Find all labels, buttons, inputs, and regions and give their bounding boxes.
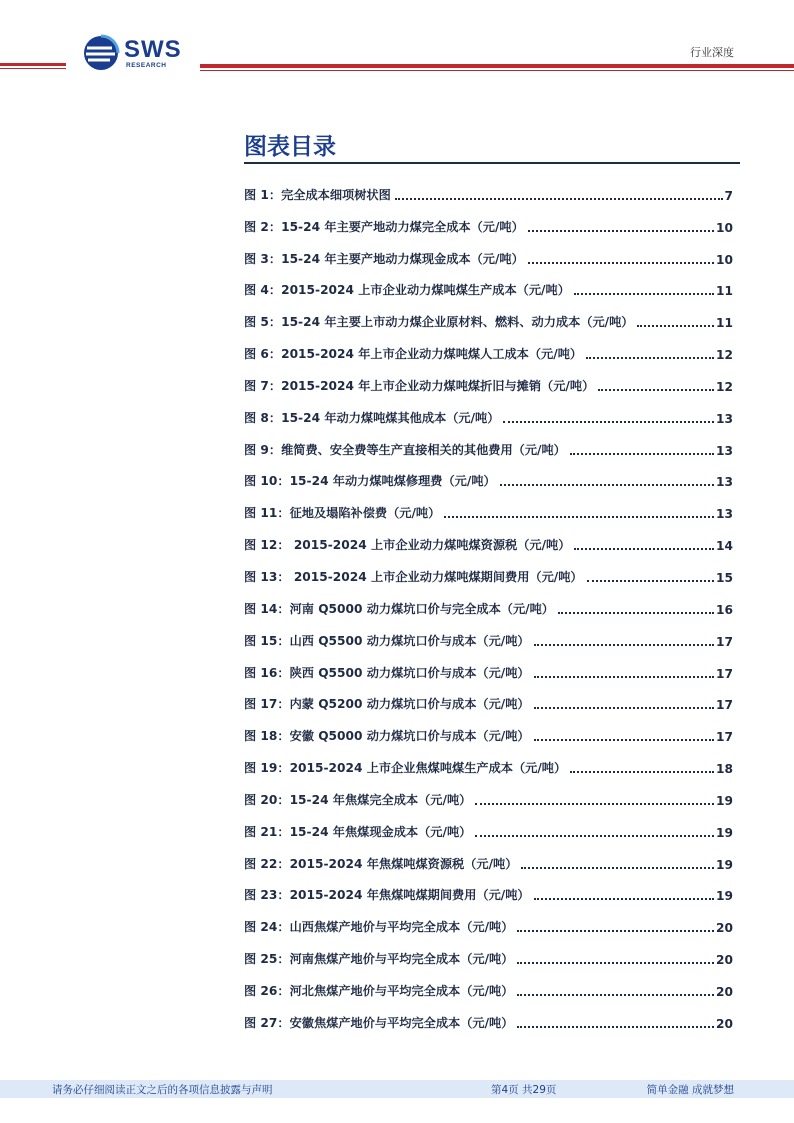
- toc-entry-page: 7: [724, 188, 733, 203]
- toc-entry-page: 17: [716, 698, 733, 713]
- toc-entry[interactable]: [244, 521, 733, 553]
- toc-entry[interactable]: [244, 171, 733, 203]
- toc-entry-page: 19: [716, 793, 733, 808]
- toc-leader-dots: [558, 611, 714, 614]
- toc-entry-label: 图 15：山西 Q5500 动力煤坑口价与成本（元/吨）: [244, 633, 530, 648]
- toc-entry[interactable]: [244, 298, 733, 330]
- toc-leader-dots: [444, 515, 714, 518]
- toc-entry-label: 图 20：15-24 年焦煤完全成本（元/吨）: [244, 792, 472, 807]
- toc-entry[interactable]: [244, 617, 733, 649]
- toc-entry-label: 图 26：河北焦煤产地价与平均完全成本（元/吨）: [244, 983, 514, 998]
- toc-entry-page: 13: [716, 475, 733, 490]
- toc-leader-dots: [637, 324, 714, 327]
- toc-entry[interactable]: [244, 776, 733, 808]
- toc-entry-label: 图 7：2015-2024 年上市企业动力煤吨煤折旧与摊销（元/吨）: [244, 378, 595, 393]
- toc-leader-dots: [517, 929, 714, 932]
- toc-leader-dots: [534, 675, 714, 678]
- toc-leader-dots: [598, 388, 714, 391]
- toc-entry-label: 图 11：征地及塌陷补偿费（元/吨）: [244, 506, 441, 521]
- toc-entry-label: 图 25：河南焦煤产地价与平均完全成本（元/吨）: [244, 952, 514, 967]
- toc-entry[interactable]: [244, 967, 733, 999]
- toc-entry-page: 11: [716, 316, 733, 331]
- toc-entry[interactable]: [244, 203, 733, 235]
- toc-entry[interactable]: [244, 458, 733, 490]
- toc-leader-dots: [534, 643, 714, 646]
- toc-leader-dots: [517, 961, 714, 964]
- toc-leader-dots: [517, 993, 714, 996]
- toc-title: 图表目录: [244, 134, 336, 160]
- toc-leader-dots: [534, 738, 714, 741]
- toc-leader-dots: [517, 1025, 714, 1028]
- toc-leader-dots: [570, 452, 714, 455]
- toc-entry-page: 20: [716, 921, 733, 936]
- toc-entry[interactable]: [244, 489, 733, 521]
- toc-leader-dots: [570, 770, 714, 773]
- toc-entry-label: 图 3：15-24 年主要产地动力煤现金成本（元/吨）: [244, 251, 524, 266]
- toc-entry[interactable]: [244, 999, 733, 1031]
- toc-entry-page: 13: [716, 443, 733, 458]
- toc-entry[interactable]: [244, 649, 733, 681]
- toc-entry-page: 19: [716, 857, 733, 872]
- toc-entry-label: 图 8：15-24 年动力煤吨煤其他成本（元/吨）: [244, 410, 500, 425]
- toc-entry[interactable]: [244, 426, 733, 458]
- toc-title-divider: [244, 162, 740, 164]
- header-rule-left-thin: [0, 68, 66, 69]
- toc-entry-page: 17: [716, 666, 733, 681]
- toc-entry[interactable]: [244, 362, 733, 394]
- toc-entry[interactable]: [244, 267, 733, 299]
- toc-entry-label: 图 22：2015-2024 年焦煤吨煤资源税（元/吨）: [244, 856, 518, 871]
- toc-entry-label: 图 16：陕西 Q5500 动力煤坑口价与成本（元/吨）: [244, 665, 530, 680]
- header-rule-right-thin: [200, 70, 794, 71]
- toc-entry-label: 图 24：山西焦煤产地价与平均完全成本（元/吨）: [244, 920, 514, 935]
- toc-entry[interactable]: [244, 872, 733, 904]
- toc-leader-dots: [528, 229, 714, 232]
- toc-entry[interactable]: [244, 394, 733, 426]
- toc-entry-page: 13: [716, 507, 733, 522]
- toc-entry[interactable]: [244, 935, 733, 967]
- header-rule-right: [200, 64, 794, 68]
- toc-entry-label: 图 17：内蒙 Q5200 动力煤坑口价与成本（元/吨）: [244, 697, 530, 712]
- toc-leader-dots: [574, 547, 714, 550]
- toc-leader-dots: [574, 292, 714, 295]
- logo-wordmark: SWS: [124, 36, 182, 63]
- toc-leader-dots: [587, 579, 714, 582]
- toc-entry[interactable]: [244, 330, 733, 362]
- toc-entry-page: 12: [716, 348, 733, 363]
- toc-entry-label: 图 21：15-24 年焦煤现金成本（元/吨）: [244, 824, 472, 839]
- toc-entry[interactable]: [244, 681, 733, 713]
- toc-entry-label: 图 19：2015-2024 上市企业焦煤吨煤生产成本（元/吨）: [244, 761, 567, 776]
- toc-entry-label: 图 5：15-24 年主要上市动力煤企业原材料、燃料、动力成本（元/吨）: [244, 315, 634, 330]
- toc-entry[interactable]: [244, 808, 733, 840]
- toc-leader-dots: [475, 834, 714, 837]
- toc-leader-dots: [586, 356, 714, 359]
- toc-entry[interactable]: [244, 903, 733, 935]
- toc-entry[interactable]: [244, 744, 733, 776]
- toc-entry-page: 13: [716, 411, 733, 426]
- company-logo: [82, 34, 192, 74]
- document-type: 行业深度: [690, 46, 734, 59]
- toc-entry-label: 图 12： 2015-2024 上市企业动力煤吨煤资源税（元/吨）: [244, 538, 571, 553]
- toc-entry-label: 图 6：2015-2024 年上市企业动力煤吨煤人工成本（元/吨）: [244, 347, 583, 362]
- toc-entry[interactable]: [244, 840, 733, 872]
- toc-leader-dots: [534, 706, 714, 709]
- toc-entry-label: 图 23：2015-2024 年焦煤吨煤期间费用（元/吨）: [244, 888, 530, 903]
- toc-entry-page: 20: [716, 953, 733, 968]
- toc-entry[interactable]: [244, 585, 733, 617]
- toc-entry-label: 图 27：安徽焦煤产地价与平均完全成本（元/吨）: [244, 1015, 514, 1030]
- footer-slogan: 简单金融 成就梦想: [646, 1084, 734, 1096]
- toc-leader-dots: [395, 197, 723, 200]
- toc-leader-dots: [500, 483, 714, 486]
- toc-entry-label: 图 2：15-24 年主要产地动力煤完全成本（元/吨）: [244, 219, 524, 234]
- sws-logo-icon: [82, 34, 120, 72]
- toc-entry-label: 图 14：河南 Q5000 动力煤坑口价与完全成本（元/吨）: [244, 601, 554, 616]
- toc-entry-label: 图 18：安徽 Q5000 动力煤坑口价与成本（元/吨）: [244, 729, 530, 744]
- toc-entry-label: 图 13： 2015-2024 上市企业动力煤吨煤期间费用（元/吨）: [244, 569, 583, 584]
- toc-entry[interactable]: [244, 553, 733, 585]
- toc-entry-page: 19: [716, 825, 733, 840]
- toc-entry-page: 18: [716, 762, 733, 777]
- toc-entry-page: 10: [716, 220, 733, 235]
- toc-entry-page: 14: [716, 539, 733, 554]
- toc-leader-dots: [503, 420, 714, 423]
- toc-entry-page: 19: [716, 889, 733, 904]
- toc-leader-dots: [521, 866, 714, 869]
- toc-entry-page: 17: [716, 730, 733, 745]
- toc-entry-page: 12: [716, 379, 733, 394]
- toc-leader-dots: [528, 261, 714, 264]
- toc-leader-dots: [475, 802, 714, 805]
- toc-list: [244, 171, 733, 1031]
- toc-entry-page: 11: [716, 284, 733, 299]
- toc-entry-page: 20: [716, 984, 733, 999]
- toc-entry-page: 15: [716, 570, 733, 585]
- toc-entry-label: 图 1：完全成本细项树状图: [244, 187, 391, 202]
- toc-entry-page: 16: [716, 602, 733, 617]
- toc-leader-dots: [534, 897, 714, 900]
- logo-subtitle: RESEARCH: [126, 62, 167, 69]
- footer-disclaimer: 请务必仔细阅读正文之后的各项信息披露与声明: [52, 1084, 273, 1096]
- toc-entry[interactable]: [244, 712, 733, 744]
- toc-entry-page: 20: [716, 1016, 733, 1031]
- toc-entry-label: 图 9：维简费、安全费等生产直接相关的其他费用（元/吨）: [244, 442, 566, 457]
- toc-entry-page: 10: [716, 252, 733, 267]
- page-footer: [0, 1080, 794, 1098]
- toc-entry[interactable]: [244, 235, 733, 267]
- toc-entry-label: 图 4：2015-2024 上市企业动力煤吨煤生产成本（元/吨）: [244, 283, 570, 298]
- footer-page-info: 第4页 共29页: [491, 1084, 557, 1096]
- header-rule-left: [0, 63, 66, 66]
- toc-entry-page: 17: [716, 634, 733, 649]
- toc-entry-label: 图 10：15-24 年动力煤吨煤修理费（元/吨）: [244, 474, 496, 489]
